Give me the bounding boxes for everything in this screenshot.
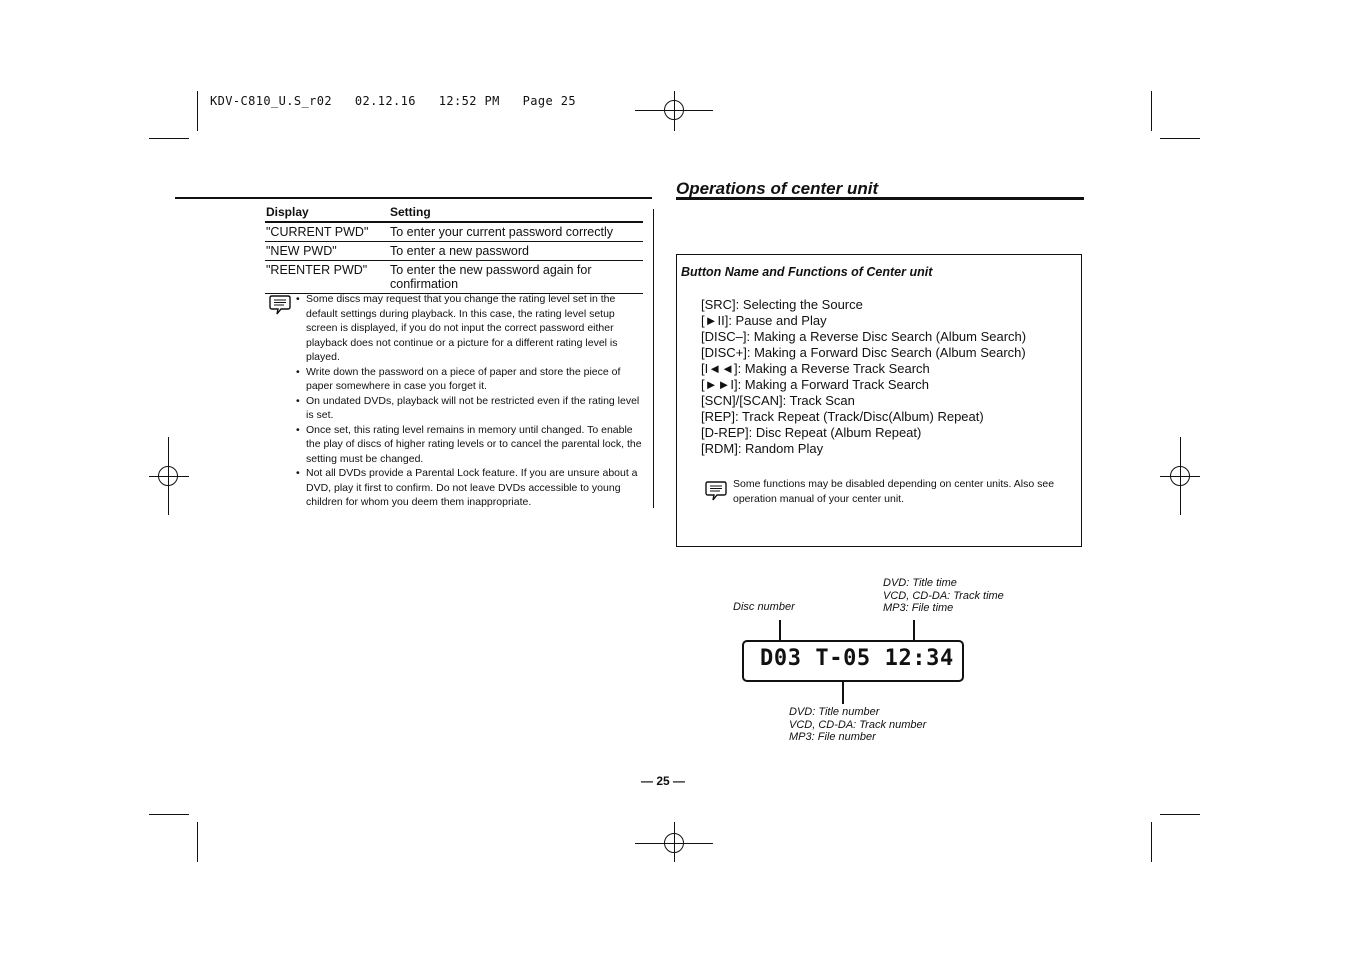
column-header-display: Display <box>265 204 389 222</box>
box-title: Button Name and Functions of Center unit <box>681 265 933 279</box>
crop-mark <box>197 822 198 862</box>
table-row <box>265 261 643 294</box>
disc-number-leader <box>779 620 781 642</box>
list-item: [DISC–]: Making a Reverse Disc Search (Album Search) <box>701 329 1027 344</box>
page-number: — 25 — <box>641 774 686 788</box>
track-label-line: VCD, CD-DA: Track number <box>789 718 927 731</box>
notes-list <box>296 292 646 510</box>
time-label-line: MP3: File time <box>883 602 954 614</box>
list-item: [SCN]/[SCAN]: Track Scan <box>701 393 855 408</box>
list-item: [RDM]: Random Play <box>701 441 824 456</box>
setting-cell: To enter your current password correctly <box>389 222 643 242</box>
time-label-line: DVD: Title time <box>883 577 957 589</box>
list-item: [D-REP]: Disc Repeat (Album Repeat) <box>701 425 922 440</box>
print-header: KDV-C810_U.S_r02 02.12.16 12:52 PM Page 25 <box>210 94 576 108</box>
track-label-line: MP3: File number <box>789 731 876 743</box>
password-settings-table <box>265 204 643 294</box>
setting-cell: To enter the new password again for confirmation <box>389 261 643 294</box>
list-item: • On undated DVDs, playback will not be restricted even if the rating level is set. <box>296 394 646 423</box>
list-item: • Once set, this rating level remains in memory until changed. To enable the play of discs of higher rating levels or to cancel the parental lock, the setting must be changed. <box>296 423 646 467</box>
display-cell: "CURRENT PWD" <box>265 222 389 242</box>
section-title: Operations of center unit <box>676 179 879 198</box>
track-number-leader <box>842 682 844 704</box>
table-row <box>265 242 643 261</box>
track-label-line: DVD: Title number <box>789 706 880 718</box>
list-item: [►II]: Pause and Play <box>701 313 827 328</box>
display-cell: "NEW PWD" <box>265 242 389 261</box>
setting-cell: To enter a new password <box>389 242 643 261</box>
crop-mark <box>1160 138 1200 139</box>
note-icon <box>268 293 292 317</box>
list-item: • Write down the password on a piece of paper and store the piece of paper somewhere in case you forget it. <box>296 365 646 394</box>
table-header-row <box>265 204 643 222</box>
crop-mark <box>1151 91 1152 131</box>
list-item: • Not all DVDs provide a Parental Lock feature. If you are unsure about a DVD, play it first to confirm. Do not leave DVDs accessible to young children for whom you deem them inappropriate. <box>296 466 646 510</box>
lcd-text: D03 T-05 12:34 <box>760 646 954 671</box>
column-divider <box>653 209 654 508</box>
note-icon <box>704 479 728 503</box>
crop-mark <box>197 91 198 131</box>
button-functions-list <box>701 297 1026 457</box>
crop-mark <box>149 814 189 815</box>
crop-mark <box>149 138 189 139</box>
box-note: Some functions may be disabled depending on center units. Also see operation manual of your center unit. <box>733 478 1055 505</box>
list-item: [SRC]: Selecting the Source <box>701 297 863 312</box>
table-row <box>265 222 643 242</box>
list-item: [REP]: Track Repeat (Track/Disc(Album) Repeat) <box>701 409 984 424</box>
time-label <box>883 577 1004 615</box>
list-item: [DISC+]: Making a Forward Disc Search (Album Search) <box>701 345 1026 360</box>
list-item: • Some discs may request that you change the rating level set in the default settings during playback. In this case, the rating level setup screen is displayed, if you do not input the correct password either playback does not continue or a picture for a different rating level is played. <box>296 292 646 365</box>
column-header-setting: Setting <box>389 204 643 222</box>
time-label-line: VCD, CD-DA: Track time <box>883 589 1004 602</box>
disc-number-label: Disc number <box>733 601 795 613</box>
list-item: [I◄◄]: Making a Reverse Track Search <box>701 361 930 376</box>
track-label <box>789 706 926 744</box>
display-cell: "REENTER PWD" <box>265 261 389 294</box>
crop-mark <box>1151 822 1152 862</box>
list-item: [►►I]: Making a Forward Track Search <box>701 377 930 392</box>
crop-mark <box>1160 814 1200 815</box>
left-top-rule <box>175 197 652 199</box>
time-leader <box>913 620 915 642</box>
